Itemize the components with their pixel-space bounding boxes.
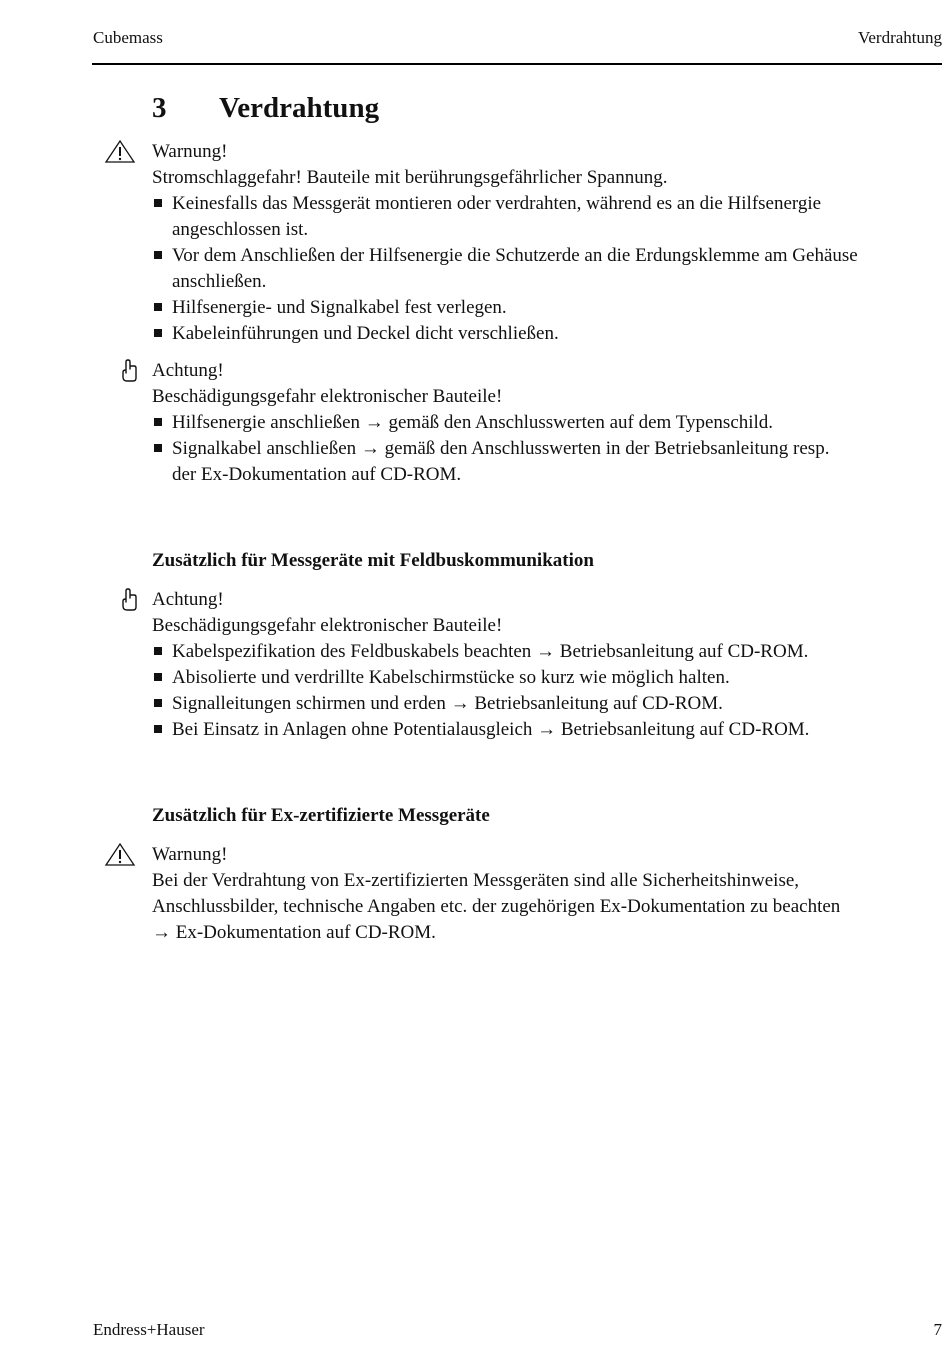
bullet-marker [152, 410, 170, 436]
list-item-continuation: anschließen. [172, 271, 267, 292]
list-item: Kabelspezifikation des Feldbuskabels beachten → Betriebsanleitung auf CD-ROM. [172, 641, 809, 662]
bullet-marker [152, 191, 170, 217]
bullet-marker [152, 243, 170, 269]
list-item: Hilfsenergie- und Signalkabel fest verlegen. [172, 297, 507, 318]
bullet-marker [152, 639, 170, 665]
chapter-heading [152, 92, 379, 125]
chapter-number: 3 [152, 92, 167, 124]
warning-triangle-icon [103, 842, 137, 868]
pointing-hand-icon [118, 358, 142, 384]
bullet-marker [152, 691, 170, 717]
notice-text-line: Anschlussbilder, technische Angaben etc. der zugehörigen Ex-Dokumentation zu beachten [152, 896, 841, 917]
list-item: Signalleitungen schirmen und erden → Betriebsanleitung auf CD-ROM. [172, 693, 723, 714]
section-heading-ex: Zusätzlich für Ex-zertifizierte Messgeräte [152, 805, 490, 826]
bullet-marker [152, 436, 170, 462]
list-item: Keinesfalls das Messgerät montieren oder verdrahten, während es an die Hilfsenergie [172, 193, 822, 214]
running-header-right: Verdrahtung [857, 28, 942, 47]
notice-text: Stromschlaggefahr! Bauteile mit berührungsgefährlicher Spannung. [152, 167, 668, 188]
bullet-marker [152, 717, 170, 743]
notice-title: Achtung! [152, 360, 224, 381]
list-item: Signalkabel anschließen → gemäß den Anschlusswerten in der Betriebsanleitung resp. [172, 438, 830, 459]
footer-publisher: Endress+Hauser [93, 1320, 205, 1339]
pointing-hand-icon [118, 587, 142, 613]
header-rule [92, 63, 942, 65]
list-item: Vor dem Anschließen der Hilfsenergie die Schutzerde an die Erdungsklemme am Gehäuse [172, 245, 858, 266]
section-heading-fieldbus: Zusätzlich für Messgeräte mit Feldbuskommunikation [152, 550, 594, 571]
running-header-left: Cubemass [93, 28, 163, 47]
list-item: Kabeleinführungen und Deckel dicht verschließen. [172, 323, 559, 344]
notice-text: Beschädigungsgefahr elektronischer Bauteile! [152, 615, 503, 636]
notice-text-line: Bei der Verdrahtung von Ex-zertifizierten Messgeräten sind alle Sicherheitshinweise, [152, 870, 800, 891]
bullet-marker [152, 295, 170, 321]
page-number: 7 [933, 1320, 942, 1339]
notice-title: Warnung! [152, 141, 228, 162]
warning-triangle-icon [103, 139, 137, 165]
bullet-marker [152, 321, 170, 347]
notice-title: Warnung! [152, 844, 228, 865]
list-item: Abisolierte und verdrillte Kabelschirmstücke so kurz wie möglich halten. [172, 667, 730, 688]
notice-title: Achtung! [152, 589, 224, 610]
list-item: Bei Einsatz in Anlagen ohne Potentialausgleich → Betriebsanleitung auf CD-ROM. [172, 719, 810, 740]
list-item-continuation: angeschlossen ist. [172, 219, 309, 240]
list-item: Hilfsenergie anschließen → gemäß den Anschlusswerten auf dem Typenschild. [172, 412, 774, 433]
bullet-marker [152, 665, 170, 691]
chapter-title: Verdrahtung [219, 92, 380, 124]
notice-text-line: → Ex-Dokumentation auf CD-ROM. [152, 922, 436, 943]
list-item-continuation: der Ex-Dokumentation auf CD-ROM. [172, 464, 462, 485]
notice-text: Beschädigungsgefahr elektronischer Bauteile! [152, 386, 503, 407]
